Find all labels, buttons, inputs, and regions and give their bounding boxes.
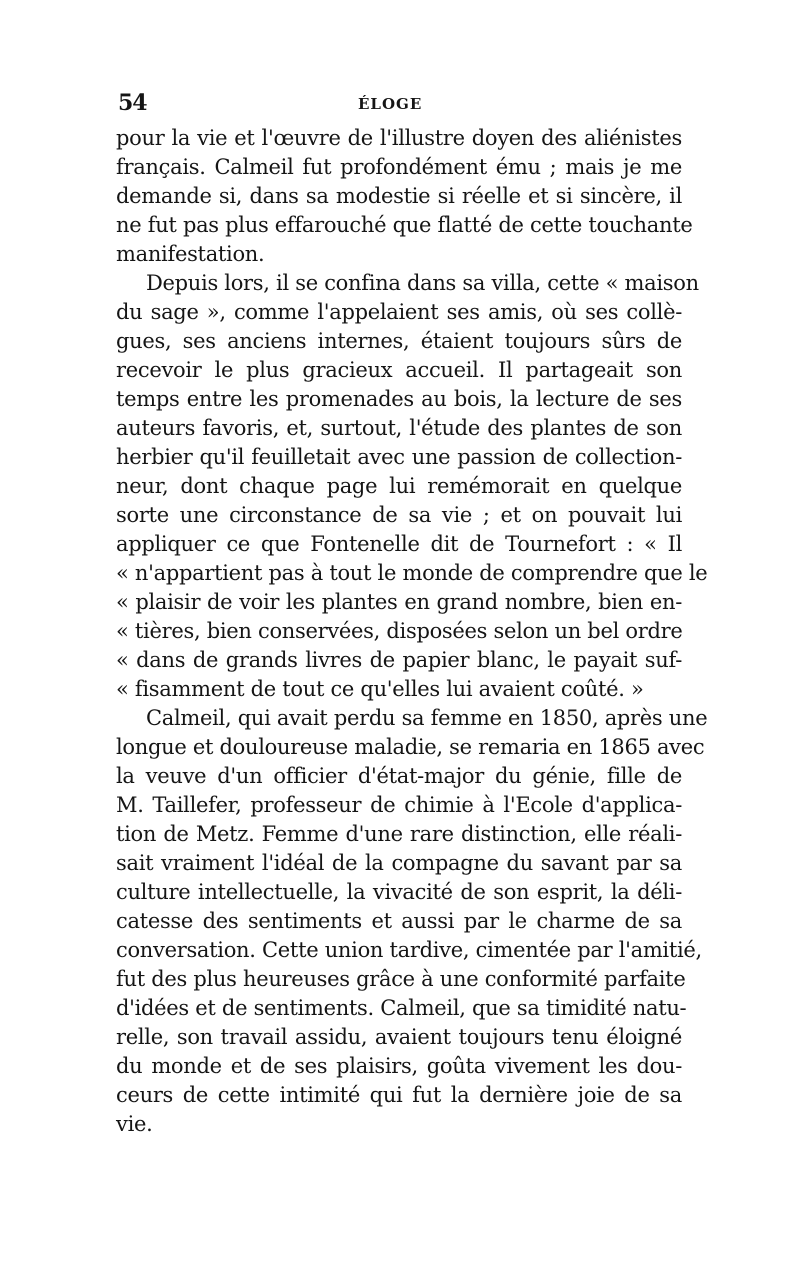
running-head — [118, 90, 678, 120]
text-line: M. Taillefer, professeur de chimie à l'Ecole d'applica- — [116, 793, 682, 817]
text-line: « dans de grands livres de papier blanc, le payait suf- — [116, 648, 682, 672]
text-line: culture intellectuelle, la vivacité de son esprit, la déli- — [116, 880, 682, 904]
text-line: gues, ses anciens internes, étaient toujours sûrs de — [116, 329, 682, 353]
text-line: sait vraiment l'idéal de la compagne du savant par sa — [116, 851, 682, 875]
text-line: fut des plus heureuses grâce à une conformité parfaite — [116, 967, 686, 991]
text-line: pour la vie et l'œuvre de l'illustre doyen des aliénistes — [116, 126, 682, 150]
text-line: « fisamment de tout ce qu'elles lui avaient coûté. » — [116, 677, 644, 701]
running-title: ÉLOGE — [358, 95, 423, 113]
text-line: conversation. Cette union tardive, cimentée par l'amitié, — [116, 938, 702, 962]
text-line: relle, son travail assidu, avaient toujours tenu éloigné — [116, 1025, 682, 1049]
text-line: ne fut pas plus effarouché que flatté de cette touchante — [116, 213, 693, 237]
text-line: Calmeil, qui avait perdu sa femme en 1850, après une — [146, 706, 708, 730]
text-line: recevoir le plus gracieux accueil. Il partageait son — [116, 358, 682, 382]
text-line: du monde et de ses plaisirs, goûta vivement les dou- — [116, 1054, 682, 1078]
text-line: Depuis lors, il se confina dans sa villa, cette « maison — [146, 271, 699, 295]
text-line: sorte une circonstance de sa vie ; et on pouvait lui — [116, 503, 682, 527]
body-text — [116, 124, 708, 1139]
text-line: longue et douloureuse maladie, se remaria en 1865 avec — [116, 735, 705, 759]
text-line: manifestation. — [116, 242, 265, 266]
text-line: « tières, bien conservées, disposées selon un bel ordre — [116, 619, 683, 643]
text-line: « n'appartient pas à tout le monde de comprendre que le — [116, 561, 708, 585]
text-line: la veuve d'un officier d'état-major du génie, fille de — [116, 764, 682, 788]
text-line: du sage », comme l'appelaient ses amis, où ses collè- — [116, 300, 682, 324]
text-line: catesse des sentiments et aussi par le charme de sa — [116, 909, 682, 933]
text-line: « plaisir de voir les plantes en grand nombre, bien en- — [116, 590, 682, 614]
text-line: demande si, dans sa modestie si réelle et si sincère, il — [116, 184, 682, 208]
text-line: vie. — [116, 1112, 153, 1136]
text-line: ceurs de cette intimité qui fut la dernière joie de sa — [116, 1083, 682, 1107]
text-line: herbier qu'il feuilletait avec une passion de collection- — [116, 445, 682, 469]
text-line: appliquer ce que Fontenelle dit de Tournefort : « Il — [116, 532, 682, 556]
text-line: neur, dont chaque page lui remémorait en quelque — [116, 474, 682, 498]
text-line: d'idées et de sentiments. Calmeil, que sa timidité natu- — [116, 996, 687, 1020]
page-number: 54 — [118, 90, 147, 116]
text-line: français. Calmeil fut profondément ému ; mais je me — [116, 155, 682, 179]
text-line: auteurs favoris, et, surtout, l'étude des plantes de son — [116, 416, 682, 440]
text-line: tion de Metz. Femme d'une rare distinction, elle réali- — [116, 822, 682, 846]
text-line: temps entre les promenades au bois, la lecture de ses — [116, 387, 682, 411]
